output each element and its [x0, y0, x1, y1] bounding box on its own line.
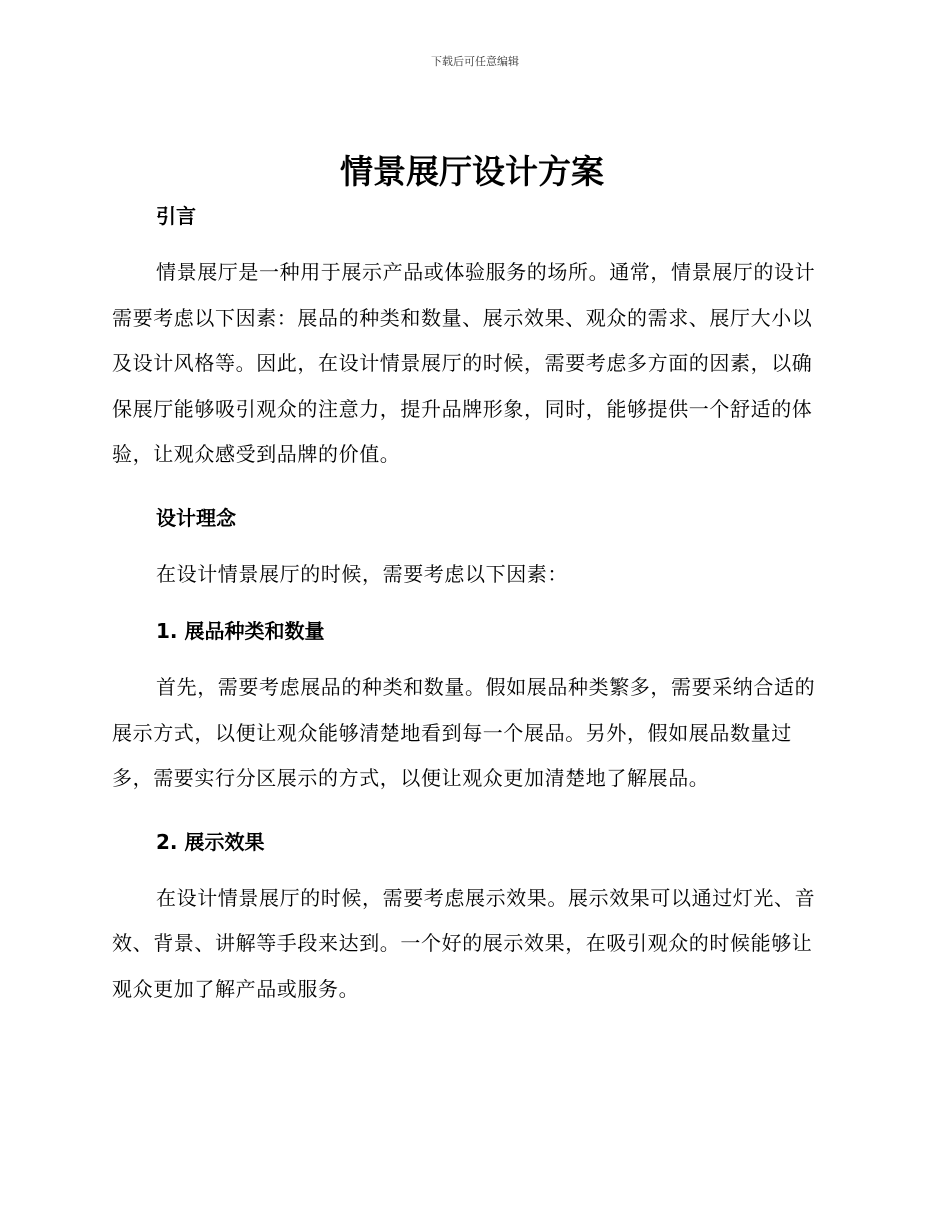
paragraph-item1: 首先，需要考虑展品的种类和数量。假如展品种类繁多，需要采纳合适的展示方式，以便让观众能够清楚地看到每一个展品。另外，假如展品数量过多，需要实行分区展示的方式，以便让观众更加清楚地了解展品。 — [112, 675, 816, 790]
section-heading-concept: 设计理念 — [156, 505, 236, 530]
paragraph-concept: 在设计情景展厅的时候，需要考虑以下因素： — [156, 561, 568, 586]
section-heading-item2: 2. 展示效果 — [156, 829, 265, 854]
section-heading-intro: 引言 — [156, 204, 196, 228]
header-note: 下载后可任意编辑 — [431, 55, 519, 68]
paragraph-item2: 在设计情景展厅的时候，需要考虑展示效果。展示效果可以通过灯光、音效、背景、讲解等手段来达到。一个好的展示效果，在吸引观众的时候能够让观众更加了解产品或服务。 — [112, 885, 816, 1001]
paragraph-intro: 情景展厅是一种用于展示产品或体验服务的场所。通常，情景展厅的设计需要考虑以下因素：展品的种类和数量、展示效果、观众的需求、展厅大小以及设计风格等。因此，在设计情景展厅的时候，需要考虑多方面的因素，以确保展厅能够吸引观众的注意力，提升品牌形象，同时，能够提供一个舒适的体验，让观众感受到品牌的价值。 — [112, 260, 816, 466]
section-heading-item1: 1. 展品种类和数量 — [156, 619, 325, 643]
document-body — [112, 148, 832, 1012]
document-title: 情景展厅设计方案 — [340, 152, 604, 191]
